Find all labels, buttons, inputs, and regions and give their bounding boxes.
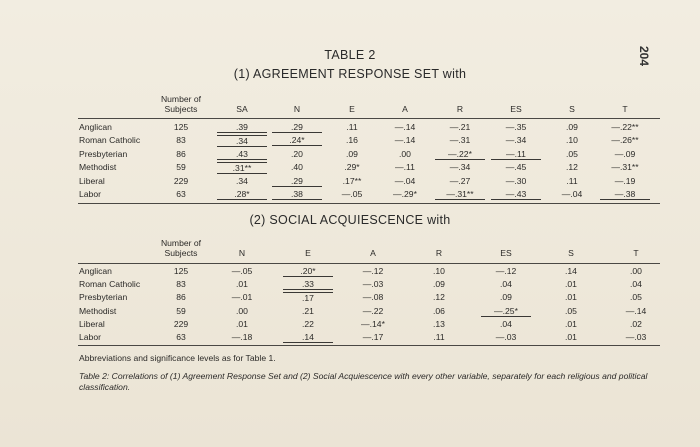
correlation-value: .00 <box>399 148 411 159</box>
correlation-value: .29* <box>344 162 360 173</box>
column-header-s: S <box>569 104 575 114</box>
correlation-value: —.04 <box>561 189 583 199</box>
correlation-value: .16 <box>346 135 358 146</box>
correlation-value: .00 <box>236 305 248 316</box>
correlation-value: —.09 <box>614 148 636 159</box>
subjects-header-line2: Subjects <box>164 104 198 114</box>
column-header-es: ES <box>500 248 512 258</box>
table-caption <box>79 371 651 393</box>
correlation-value: —.34 <box>449 162 471 173</box>
correlation-value: .14 <box>565 266 577 276</box>
correlation-value: .01 <box>565 292 577 303</box>
correlation-value: .09 <box>433 279 445 290</box>
correlation-value: —.19 <box>614 175 636 186</box>
correlation-value: —.01 <box>231 292 253 303</box>
section2-header-rule <box>78 263 660 264</box>
column-header-n: N <box>238 248 246 258</box>
correlation-value: .11 <box>433 332 445 342</box>
section2-bottom-rule <box>78 345 660 346</box>
correlation-value: —.31 <box>449 135 471 146</box>
row-label: Liberal <box>79 175 105 186</box>
subjects-header-line1: Number of <box>160 94 202 104</box>
correlation-value: —.03 <box>495 332 517 342</box>
column-header-a: A <box>402 104 408 114</box>
correlation-value: .21 <box>302 305 314 316</box>
correlation-value: —.29* <box>393 189 417 199</box>
correlation-value: .01 <box>565 279 577 290</box>
correlation-value: .09 <box>566 122 578 132</box>
correlation-value: .09 <box>500 292 512 303</box>
correlation-value: .10 <box>433 266 445 276</box>
correlation-value: —.14* <box>361 318 385 329</box>
row-label: Labor <box>79 332 101 342</box>
row-label: Liberal <box>79 318 105 329</box>
correlation-value: —.18 <box>231 332 253 342</box>
correlation-value: —.31** <box>611 162 639 173</box>
correlation-value: —.26** <box>611 135 639 146</box>
subjects-header-line1: Number of <box>160 238 202 248</box>
correlation-value: .12 <box>566 162 578 173</box>
column-header-e: E <box>305 248 311 258</box>
correlation-value: .34 <box>217 135 267 147</box>
correlation-value: .22 <box>302 318 314 329</box>
correlation-value: —.12 <box>362 266 384 276</box>
correlation-value: —.14 <box>394 122 416 132</box>
row-label: Methodist <box>79 162 117 173</box>
correlation-value: .01 <box>565 318 577 329</box>
correlation-value: .09 <box>346 148 358 159</box>
row-label: Anglican <box>79 122 112 132</box>
correlation-value: —.05 <box>231 266 253 276</box>
correlation-value: .40 <box>291 162 303 173</box>
column-header-e: E <box>349 104 355 114</box>
subjects-count: 83 <box>176 135 186 146</box>
subjects-count: 125 <box>173 266 189 276</box>
correlation-value: .33 <box>283 279 333 290</box>
column-header-t: T <box>633 248 639 258</box>
correlation-value: —.08 <box>362 292 384 303</box>
correlation-value: —.11 <box>491 149 541 160</box>
column-header-sa: SA <box>236 104 248 114</box>
correlation-value: —.21 <box>449 122 471 132</box>
subjects-count: 59 <box>176 162 186 173</box>
column-header-es: ES <box>510 104 522 114</box>
correlation-value: —.22* <box>435 149 485 160</box>
column-header-r: R <box>435 248 443 258</box>
column-header-t: T <box>622 104 628 114</box>
correlation-value: —.03 <box>362 279 384 290</box>
table-title: TABLE 2 <box>324 48 376 62</box>
correlation-value: .43 <box>217 149 267 160</box>
correlation-value: —.03 <box>625 332 647 342</box>
correlation-value: .01 <box>565 332 577 342</box>
row-label: Labor <box>79 189 101 199</box>
abbreviations-note: Abbreviations and significance levels as for Table 1. <box>79 353 276 363</box>
subjects-count: 229 <box>173 175 189 186</box>
caption-text: Correlations of (1) Agreement Response Set and (2) Social Acquiescence with every other variable, separately for each religious and political classification. <box>79 371 648 392</box>
caption-lead: Table 2: <box>79 371 110 381</box>
correlation-value: .31** <box>217 162 267 174</box>
correlation-value: .01 <box>236 279 248 290</box>
subjects-count: 83 <box>176 279 186 290</box>
correlation-value: .17 <box>283 292 333 303</box>
correlation-value: .04 <box>500 318 512 329</box>
row-label: Roman Catholic <box>79 279 141 290</box>
subjects-count: 63 <box>176 332 186 342</box>
section1-bottom-rule <box>78 203 660 204</box>
correlation-value: .04 <box>630 279 642 290</box>
correlation-value: .05 <box>630 292 642 303</box>
row-label: Anglican <box>79 266 112 276</box>
section1-header-rule <box>78 118 660 119</box>
correlation-value: .01 <box>236 318 248 329</box>
row-label: Methodist <box>79 305 117 316</box>
correlation-value: .28* <box>217 189 267 200</box>
section1-title: (1) AGREEMENT RESPONSE SET with <box>233 67 467 81</box>
correlation-value: —.31** <box>435 189 485 200</box>
correlation-value: .06 <box>433 305 445 316</box>
correlation-value: —.34 <box>505 135 527 146</box>
correlation-value: .14 <box>283 332 333 343</box>
correlation-value: .38 <box>272 189 322 200</box>
correlation-value: —.45 <box>505 162 527 173</box>
correlation-value: .00 <box>630 266 642 276</box>
correlation-value: .05 <box>566 148 578 159</box>
subjects-count: 229 <box>173 318 189 329</box>
correlation-value: .13 <box>433 318 445 329</box>
subjects-count: 63 <box>176 189 186 199</box>
correlation-value: .39 <box>217 122 267 133</box>
section2-title: (2) SOCIAL ACQUIESCENCE with <box>249 213 451 227</box>
row-label: Presbyterian <box>79 148 128 159</box>
correlation-value: —.25* <box>481 306 531 317</box>
correlation-value: —.43 <box>491 189 541 200</box>
correlation-value: .24* <box>272 135 322 146</box>
correlation-value: —.22** <box>611 122 639 132</box>
correlation-value: .29 <box>272 176 322 187</box>
page-number: 204 <box>637 46 651 67</box>
correlation-value: .11 <box>346 122 358 132</box>
correlation-value: .20 <box>291 148 303 159</box>
correlation-value: —.22 <box>362 305 384 316</box>
column-header-r: R <box>456 104 464 114</box>
correlation-value: .02 <box>630 318 642 329</box>
correlation-value: —.17 <box>362 332 384 342</box>
correlation-value: .12 <box>433 292 445 303</box>
correlation-value: .11 <box>566 175 578 186</box>
correlation-value: —.30 <box>505 175 527 186</box>
correlation-value: .10 <box>566 135 578 146</box>
correlation-value: —.04 <box>394 175 416 186</box>
correlation-value: —.12 <box>495 266 517 276</box>
correlation-value: .34 <box>236 175 248 186</box>
correlation-value: —.35 <box>505 122 527 132</box>
correlation-value: —.14 <box>394 135 416 146</box>
correlation-value: —.05 <box>341 189 363 199</box>
row-label: Roman Catholic <box>79 135 141 146</box>
correlation-value: .29 <box>272 122 322 133</box>
subjects-count: 59 <box>176 305 186 316</box>
column-header-n: N <box>293 104 301 114</box>
row-label: Presbyterian <box>79 292 128 303</box>
subjects-count: 86 <box>176 148 186 159</box>
subjects-header-line2: Subjects <box>164 248 198 258</box>
subjects-count: 125 <box>173 122 189 132</box>
correlation-value: .17** <box>342 175 362 186</box>
correlation-value: —.11 <box>395 162 415 173</box>
subjects-count: 86 <box>176 292 186 303</box>
column-header-a: A <box>370 248 376 258</box>
column-header-s: S <box>568 248 574 258</box>
correlation-value: —.14 <box>625 305 647 316</box>
correlation-value: —.27 <box>449 175 471 186</box>
correlation-value: —.38 <box>600 189 650 200</box>
correlation-value: .04 <box>500 279 512 290</box>
correlation-value: .20* <box>283 266 333 277</box>
correlation-value: .05 <box>565 305 577 316</box>
